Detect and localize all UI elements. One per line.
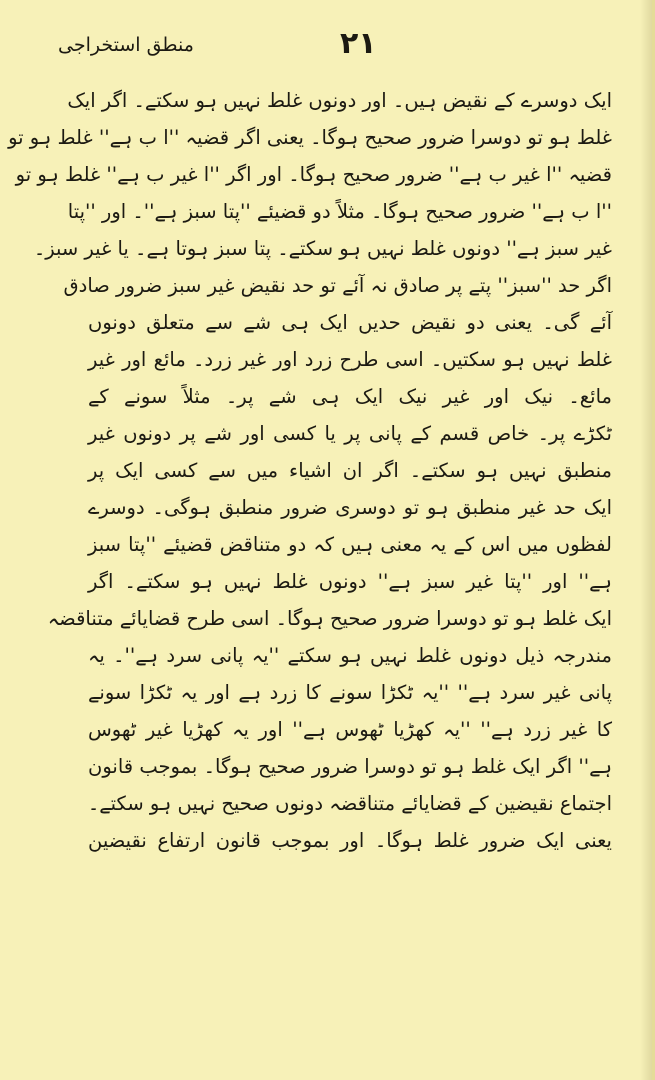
page-number: ۲۱ — [340, 26, 377, 61]
text-line: پانی غیر سرد ہے'' ''یہ ٹکڑا سونے کا زرد ہے اور یہ ٹکڑا سونے — [88, 681, 612, 704]
text-line: ایک حد غیر منطبق ہو تو دوسری ضرور منطبق ہوگی۔ دوسرے — [88, 496, 612, 519]
text-line: مائع۔ نیک اور غیر نیک ایک ہی شے پر۔ مثلاً سونے کے — [88, 385, 612, 408]
text-line: ٹکڑے پر۔ خاص قسم کے پانی پر یا کسی اور شے پر دونوں غیر — [88, 422, 612, 445]
text-line: کا غیر زرد ہے'' ''یہ کھڑیا ٹھوس ہے'' اور یہ کھڑیا غیر ٹھوس — [88, 718, 612, 741]
text-line: ایک دوسرے کے نقیض ہیں۔ اور دونوں غلط نہیں ہو سکتے۔ اگر ایک — [67, 89, 612, 112]
running-title: منطق استخراجی — [58, 34, 194, 56]
text-line: ایک غلط ہو تو دوسرا ضرور صحیح ہوگا۔ اسی طرح قضایائے متناقضہ — [47, 607, 612, 630]
page-edge-shadow — [640, 0, 652, 1080]
text-line: اگر حد ''سبز'' پتے پر صادق نہ آئے تو حد نقیض غیر سبز ضرور صادق — [63, 274, 612, 297]
text-line: یعنی ایک ضرور غلط ہوگا۔ اور بموجب قانون ارتفاع نقیضین — [88, 829, 612, 852]
text-line: مندرجہ ذیل دونوں غلط نہیں ہو سکتے ''یہ پانی سرد ہے''۔ یہ — [88, 644, 612, 667]
text-line: غیر سبز ہے'' دونوں غلط نہیں ہو سکتے۔ پتا سبز ہوتا ہے۔ یا غیر سبز۔ — [33, 237, 612, 260]
text-line: غلط ہو تو دوسرا ضرور صحیح ہوگا۔ یعنی اگر قضیہ ''ا ب ہے'' غلط ہو تو — [8, 126, 612, 149]
body-text — [8, 82, 612, 859]
text-line: ہے'' اگر ایک غلط ہو تو دوسرا ضرور صحیح ہوگا۔ بموجب قانون — [88, 755, 612, 778]
text-line: ''ا ب ہے'' ضرور صحیح ہوگا۔ مثلاً دو قضیئے ''پتا سبز ہے''۔ اور ''پتا — [67, 200, 612, 223]
text-line: آئے گی۔ یعنی دو نقیض حدیں ایک ہی شے سے متعلق دونوں — [88, 311, 612, 334]
text-line: ہے'' اور ''پتا غیر سبز ہے'' دونوں غلط نہیں ہو سکتے۔ اگر — [88, 570, 612, 593]
text-line: اجتماع نقیضین کے قضایائے متناقضہ دونوں صحیح نہیں ہو سکتے۔ — [87, 792, 612, 815]
text-line: منطبق نہیں ہو سکتے۔ اگر ان اشیاء میں سے کسی ایک پر — [88, 459, 612, 482]
text-line: قضیہ ''ا غیر ب ہے'' ضرور صحیح ہوگا۔ اور اگر ''ا غیر ب ہے'' غلط ہو تو — [15, 163, 612, 186]
text-line: لفظوں میں اس کے یہ معنی ہیں کہ دو متناقض قضیئے ''پتا سبز — [88, 533, 612, 556]
text-line: غلط نہیں ہو سکتیں۔ اسی طرح زرد اور غیر زرد۔ مائع اور غیر — [88, 348, 612, 371]
